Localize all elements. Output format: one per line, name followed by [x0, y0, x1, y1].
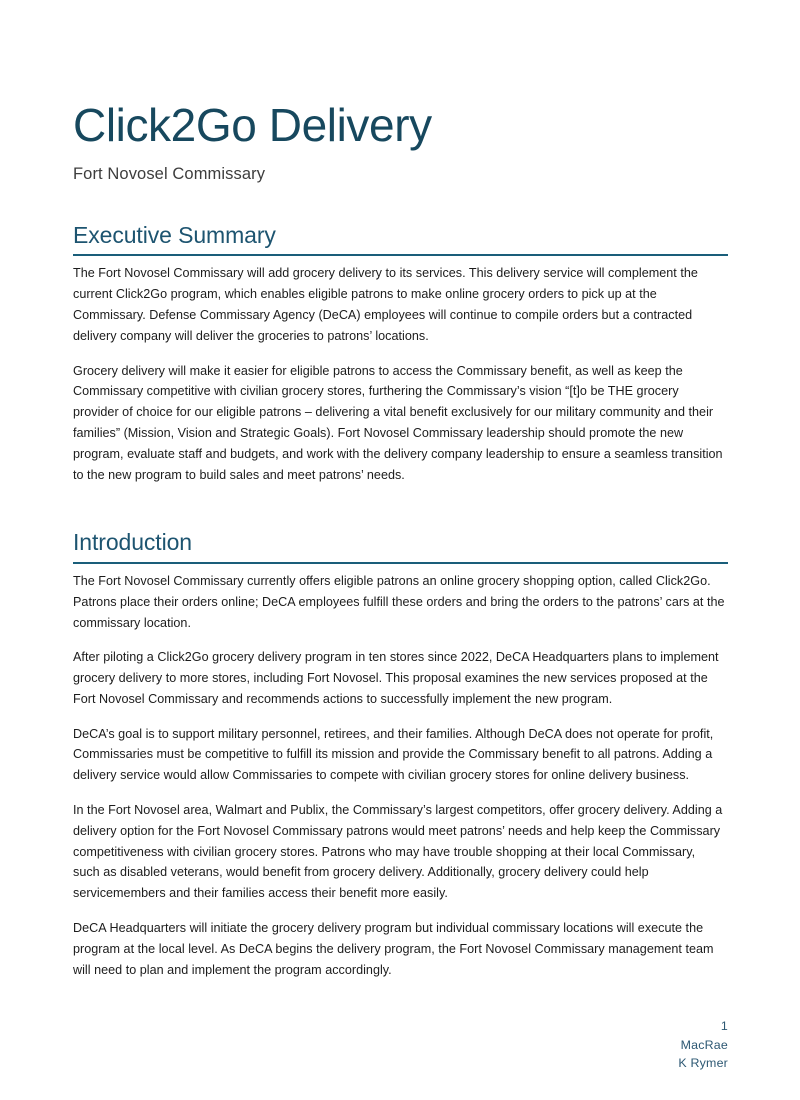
section-heading-executive-summary: Executive Summary — [73, 221, 276, 248]
paragraph: The Fort Novosel Commissary will add grocery delivery to its services. This delivery service will complement the current Click2Go program, which enables eligible patrons to make online grocery orders to pick up at the Commissary. Defense Commissary Agency (DeCA) employees will continue to compile orders but a contracted delivery company will deliver the groceries to patrons’ locations. — [73, 266, 698, 343]
paragraph: After piloting a Click2Go grocery delivery program in ten stores since 2022, DeCA Headquarters plans to implement grocery delivery to more stores, including Fort Novosel. This proposal examines the new services proposed at the Fort Novosel Commissary and recommends actions to successfully implement the new program. — [73, 650, 719, 706]
footer-author-line-2: K Rymer — [678, 1056, 728, 1070]
paragraph: In the Fort Novosel area, Walmart and Publix, the Commissary’s largest competitors, offer grocery delivery. Adding a delivery option for the Fort Novosel Commissary patrons would meet patrons’ needs and help keep the Commissary competitiveness with civilian grocery stores. Patrons who may have trouble shopping at their local Commissary, such as disabled veterans, would benefit from grocery delivery. Additionally, grocery delivery could help servicemembers and their families access their benefit more easily. — [73, 803, 723, 901]
footer-author-line-1: MacRae — [680, 1037, 728, 1052]
section-executive-summary — [73, 222, 729, 486]
section-introduction — [73, 529, 729, 980]
paragraph: The Fort Novosel Commissary currently offers eligible patrons an online grocery shopping option, called Click2Go. Patrons place their orders online; DeCA employees fulfill these orders and bring the orders to the patrons’ cars at the commissary location. — [73, 573, 725, 630]
page-title: Click2Go Delivery — [73, 99, 432, 151]
paragraph: DeCA’s goal is to support military personnel, retirees, and their families. Although DeCA does not operate for profit, Commissaries must be competitive to fulfill its mission and provide the Commissary benefit to all patrons. Adding a delivery service would allow Commissaries to compete with civilian grocery stores for online delivery business. — [73, 726, 714, 783]
document-content — [73, 0, 729, 980]
section-rule — [73, 562, 728, 564]
section-heading-introduction: Introduction — [73, 529, 192, 556]
footer-page-number: 1 — [720, 1019, 728, 1033]
paragraph: DeCA Headquarters will initiate the grocery delivery program but individual commissary locations will execute the program at the local level. As DeCA begins the delivery program, the Fort Novosel Commissary management team will need to plan and implement the program accordingly. — [73, 921, 714, 977]
page-footer — [508, 1017, 728, 1073]
section-rule — [73, 254, 728, 256]
page-subtitle: Fort Novosel Commissary — [73, 164, 266, 183]
paragraph: Grocery delivery will make it easier for eligible patrons to access the Commissary benefit, as well as keep the Commissary competitive with civilian grocery stores, furthering the Commissary’s vision “[t]o be THE grocery provider of choice for our eligible patrons – delivering a vital benefit exclusively for our military community and their families” (Mission, Vision and Strategic Goals). Fort Novosel Commissary leadership should promote the new program, evaluate staff and budgets, and work with the delivery company leadership to ensure a seamless transition to the new program to build sales and meet patrons’ needs. — [73, 363, 723, 482]
